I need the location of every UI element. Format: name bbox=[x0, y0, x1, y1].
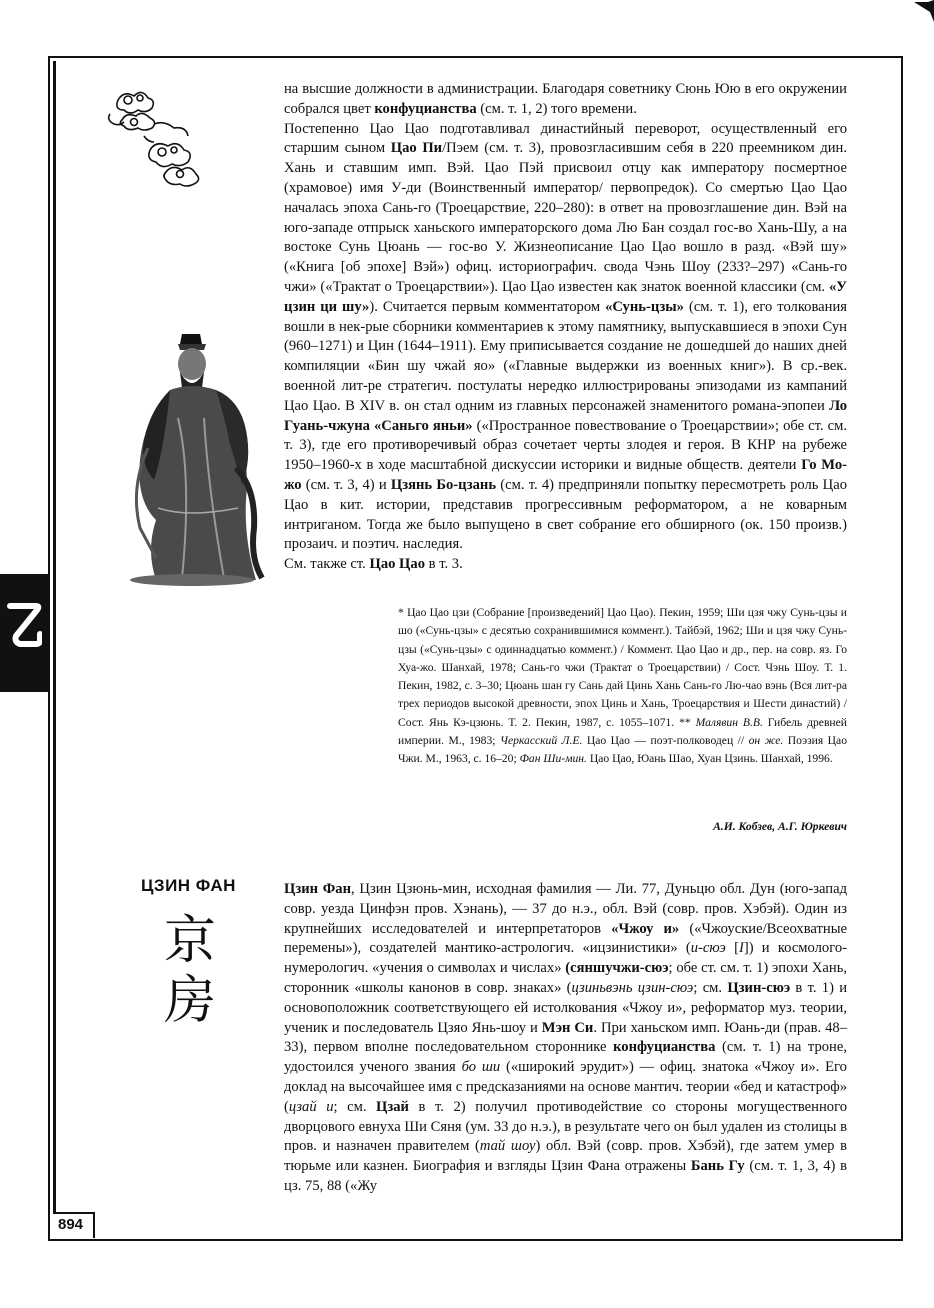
text-run: , Цзин Цзюнь-мин, исходная фамилия — Ли. 77, Дуньцю обл. Дун (юго-запад совр. уезда Цинфэн пров. Хэнань), — 37 до н.э., обл. Вэй (совр. пров. Хэбэй). Один из крупнейших исследователей и интерпретаторов bbox=[284, 881, 848, 937]
text-run: ]) и космолого-нумерологич. «учения о символах и числах» bbox=[284, 940, 847, 977]
corner-arrow-mark bbox=[914, 0, 934, 22]
text-run: в т. 2) получил противодействие со стороны могущественного дворцового евнуха Ши Сяня (ум. 33 до н.э.), в результате чего он был удален из столицы в пров. и назначен правителем ( bbox=[284, 1098, 847, 1155]
text-run: Постепенно Цао Цао подготавливал династийный переворот, осуществленный его старшим сыном bbox=[284, 120, 847, 157]
tab-glyph-icon bbox=[6, 600, 42, 660]
text-run: ; см. bbox=[693, 979, 728, 996]
text-run: в т. 3. bbox=[425, 556, 463, 573]
article-caocao-authors: А.И. Кобзев, А.Г. Юркевич bbox=[713, 820, 847, 833]
text-run: Цзин Фан bbox=[284, 881, 352, 897]
entry-heading: ЦЗИН ФАН bbox=[141, 876, 236, 895]
text-run: на высшие должности в администрации. Благодаря советнику Сюнь Юю в его окружении собрался цвет bbox=[284, 81, 847, 117]
text-run: Поэзия Цао Чжи. М., 1963, с. 16–20; bbox=[398, 734, 847, 766]
text-run: Бань Гу bbox=[690, 1158, 745, 1175]
text-run: . При ханьском имп. Юань-ди (прав. 48–33), первом вполне последовательном стороннике bbox=[284, 1019, 848, 1056]
paragraph bbox=[284, 80, 847, 120]
text-run: Черкасский Л.Е. bbox=[499, 734, 583, 748]
text-run: Фан Ши-мин. bbox=[519, 752, 587, 766]
text-run: /Пэем (см. т. 3), провозгласившим себя в 220 преемником дин. Хань и ставшим имп. Вэй. Цао Пэй присвоил отцу как императору посмертное (храмовое) имя У-ди (Воинственный император/ первопредок). Со смертью Цао Цао началась эпоха Сань-го (Троецарствие, 220–280): в ответ на провозглашение дин. Вэй на юго-западе отпрыск ханьского императорского дома Лю Бан создал гос-во Хань-Шу, а на востоке Сунь Цюань — гос-во У. Жизнеописание Цао Цао вошло в разд. «Вэй шу» («Книга [об эпохе] Вэй») офиц. историографич. свода Чэнь Шоу (233?–297) «Сань-го чжи» («Трактат о Троецарствии»). Цао Цао известен как знаток военной классики (см. bbox=[284, 140, 848, 295]
section-thumb-tab bbox=[0, 574, 50, 692]
text-run: цзиньвэнь цзин-сюэ bbox=[571, 979, 694, 996]
article-jingfang-body bbox=[284, 880, 847, 1197]
article-caocao-body bbox=[284, 80, 847, 575]
text-run: («Пространное повествование о Троецарствии»; обе ст. см. т. 3), где его противоречивый образ сочетает черты злодея и героя. В КНР на рубеже 1950–1960-х в ходе масштабной дискуссии историки и видные обществ. деятели bbox=[284, 417, 847, 474]
text-run: ). Считается первым комментатором bbox=[369, 298, 606, 315]
text-run: цзай и bbox=[288, 1098, 334, 1115]
text-run: [ bbox=[725, 940, 739, 957]
text-run: Мэн Си bbox=[541, 1019, 594, 1036]
text-run: (сяншучжи-сюэ bbox=[565, 960, 669, 977]
text-run: (см. т. 1, 2) того времени. bbox=[476, 100, 637, 117]
text-run: в т. 1) и основоположник соответствующего ей истолкования «Чжоу и», реформатор муз. теории, ученик и последователь Цзяо Янь-шоу и bbox=[284, 979, 848, 1036]
text-run: ; обе ст. см. т. 1) эпохи Хань, сторонник «школы канонов в совр. знаках» ( bbox=[284, 960, 847, 996]
cloud-ornament-illustration bbox=[104, 84, 204, 194]
text-run: конфуцианства bbox=[613, 1039, 716, 1056]
text-run: («широкий эрудит») — офиц. знатока «Чжоу и». Его доклад на высочайшее имя с предсказаниями на основе мантич. теории «бед и катастроф» ( bbox=[284, 1059, 847, 1115]
text-run: конфуцианства bbox=[374, 100, 477, 117]
text-run: Цзин-сюэ bbox=[727, 979, 791, 996]
text-run: «У цзин ци шу» bbox=[284, 278, 847, 315]
text-run: тай шоу bbox=[479, 1138, 536, 1155]
text-run: «Сунь-цзы» bbox=[605, 298, 684, 315]
text-run: Цзай bbox=[376, 1098, 409, 1115]
article-caocao-references bbox=[398, 604, 847, 769]
entry-hanzi-2: 房 bbox=[163, 971, 216, 1031]
text-run: (см. т. 3, 4) и bbox=[301, 476, 391, 493]
text-run: Малявин В.В. bbox=[695, 715, 763, 729]
text-run: (см. т. 1), его толкования вошли в нек-рые сборники комментариев к этому памятнику, выпускавшиеся в эпохи Сун (960–1271) и Цин (1644–1911). Ему приписывается создание не дошедшей до наших дней компиляции «Бин шу чжай яо» («Главные выдержки из военных книг»). В ср.-век. военной лит-ре стратегич. постулаты нередко иллюстрированы эпизодами из кампаний Цао Цао. В XIV в. он стал одним из главных персонажей знаменитого романа-эпопеи bbox=[284, 298, 847, 414]
text-run: Гибель древней империи. М., 1983; bbox=[398, 715, 847, 748]
page-number-box bbox=[53, 1212, 95, 1238]
text-run: Цао Цао, Юань Шао, Хуан Цзинь. Шанхай, 1996. bbox=[586, 752, 833, 766]
paragraph bbox=[284, 880, 847, 1197]
text-run: См. также ст. bbox=[284, 556, 370, 573]
text-run: Цао Цао bbox=[369, 556, 426, 573]
text-run: Ло Гуань-чжуна «Саньго яньи» bbox=[284, 397, 847, 434]
text-run: он же. bbox=[748, 734, 784, 748]
reference-list bbox=[398, 604, 847, 769]
page-number: 894 bbox=[58, 1216, 84, 1233]
paragraph bbox=[284, 120, 847, 556]
text-run: Цзянь Бо-цзань bbox=[390, 476, 497, 493]
entry-hanzi-1: 京 bbox=[163, 911, 216, 971]
text-run: («Чжоуские/Всеохватные перемены»), создателей мантико-астрологич. «ицзинистики» ( bbox=[284, 920, 847, 957]
text-run: «Чжоу и» bbox=[611, 920, 680, 937]
text-run: I bbox=[738, 940, 744, 957]
text-run: Цао Цао — поэт-полководец // bbox=[582, 734, 749, 748]
text-run: ) обл. Вэй (совр. пров. Хэбэй), где затем умер в тюрьме или казнен. Биография и взгляды Цзин Фана отражены bbox=[284, 1138, 847, 1175]
frame-inner-rule bbox=[53, 61, 56, 1236]
paragraph bbox=[284, 555, 847, 575]
cao-cao-portrait-illustration bbox=[118, 328, 278, 586]
text-run: * Цао Цао цзи (Собрание [произведений] Цао Цао). Пекин, 1959; Ши цзя чжу Сунь-цзы и шо («Сунь-цзы» с десятью сохранившимися коммент.). Тайбэй, 1962; Ши и цзя чжу Сунь-цзы («Сунь-цзы» с одиннадцатью коммент.) / Коммент. Цао Цао и др., пер. на совр. яз. Го Хуа-жо. Шанхай, 1978; Сань-го чжи (Трактат о Троецарствии) / Сост. Чэнь Шоу. Т. 1. Пекин, 1982, с. 3–30; Цюань шан гу Сань дай Цинь Хань Сань-го Лю-чао вэнь (Вся лит-ра трех периодов высокой древности, эпох Цинь и Хань, Троецарствия и Шести династий) / Сост. Янь Кэ-цзюнь. Т. 2. Пекин, 1987, с. 1055–1071. ** bbox=[398, 606, 847, 729]
text-run: (см. т. 1, 3, 4) в цз. 75, 88 («Жу bbox=[284, 1158, 847, 1194]
text-run: Го Мо-жо bbox=[284, 457, 847, 493]
text-run: ; см. bbox=[333, 1098, 377, 1115]
text-run: и-сюэ bbox=[690, 940, 726, 957]
text-run: (см. т. 1) на троне, удостоился ученого звания bbox=[284, 1039, 847, 1076]
text-run: бо ши bbox=[461, 1059, 501, 1076]
text-run: (см. т. 4) предприняли попытку пересмотреть роль Цао Цао в кит. истории, представив прогрессивным реформатором, а не коварным интриганом. Тогда же было выпущено в свет собрание его обширного (ок. 150 произв.) прозаич. и поэтич. наследия. bbox=[284, 476, 847, 553]
text-run: Цао Пи bbox=[390, 140, 443, 157]
